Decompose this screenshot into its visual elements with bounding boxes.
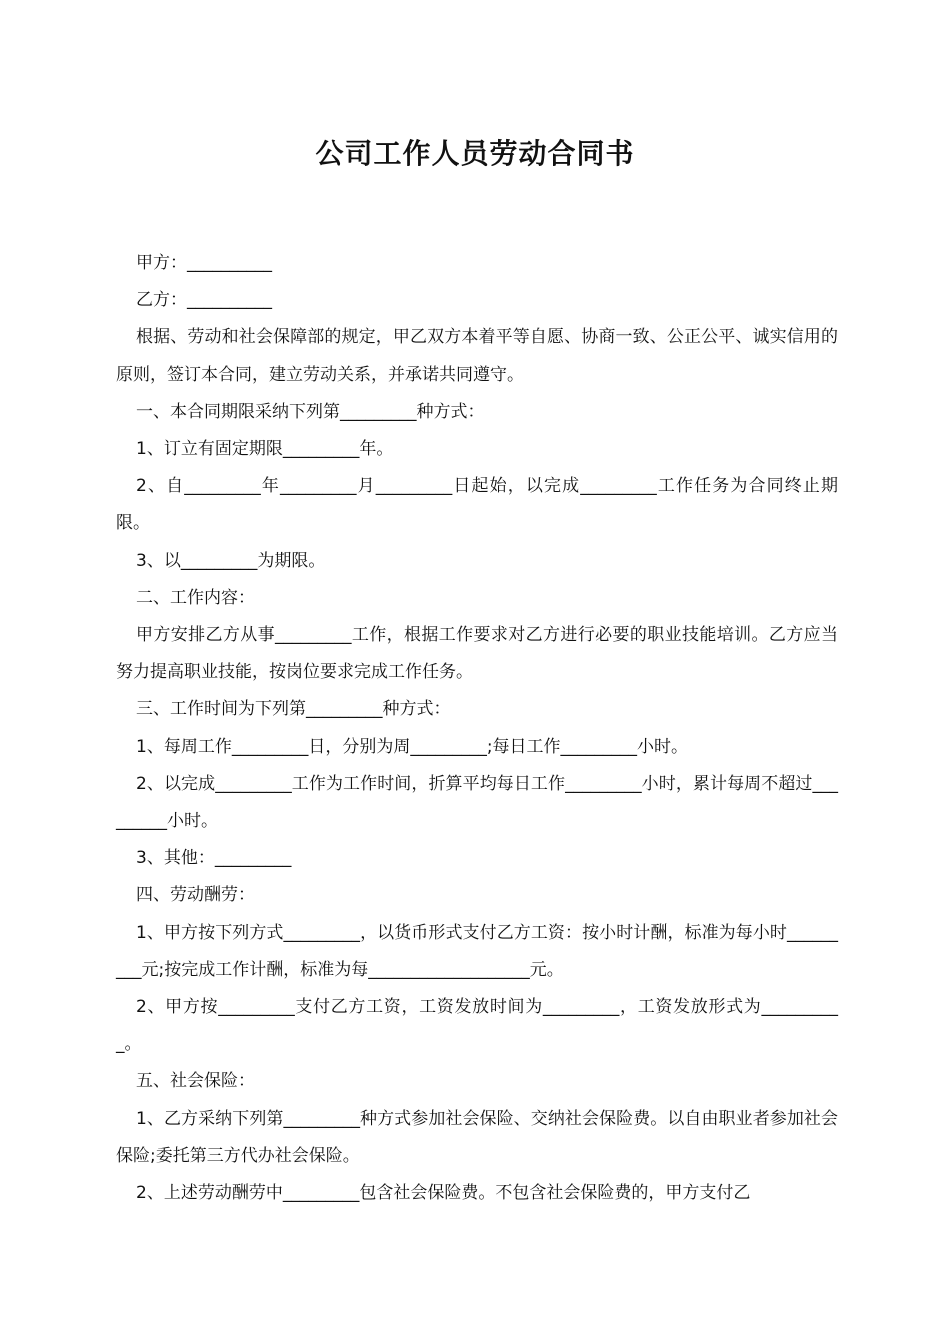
section-3-item-3: 3、其他：_________ [136, 848, 292, 869]
preamble-paragraph: 根据、劳动和社会保障部的规定，甲乙双方本着平等自愿、协商一致、公正公平、诚实信用的原则，签订本合同，建立劳动关系，并承诺共同遵守。 [116, 327, 838, 385]
document-body [116, 245, 838, 1212]
section-1-item-2: 2、自_________年_________月_________日起始，以完成_________工作任务为合同终止期限。 [116, 476, 838, 534]
section-3-item-2: 2、以完成_________工作为工作时间，折算平均每日工作_________小时，累计每周不超过_________小时。 [116, 773, 838, 832]
section-2-paragraph: 甲方安排乙方从事_________工作，根据工作要求对乙方进行必要的职业技能培训。乙方应当努力提高职业技能，按岗位要求完成工作任务。 [116, 625, 838, 683]
section-1-item-3: 3、以_________为期限。 [136, 550, 326, 571]
section-5-item-1: 1、乙方采纳下列第_________种方式参加社会保险、交纳社会保险费。以自由职业者参加社会保险;委托第三方代办社会保险。 [116, 1108, 838, 1166]
section-5-heading: 五、社会保险： [136, 1071, 255, 1092]
section-2-heading: 二、工作内容： [136, 587, 255, 608]
section-4-item-1: 1、甲方按下列方式_________，以货币形式支付乙方工资：按小时计酬，标准为每小时_________元;按完成工作计酬，标准为每___________________元。 [116, 922, 838, 980]
section-4-heading: 四、劳动酬劳： [136, 885, 255, 906]
section-5-item-2: 2、上述劳动酬劳中_________包含社会保险费。不包含社会保险费的，甲方支付乙 [136, 1183, 751, 1204]
party-a-line: 甲方：__________ [136, 253, 272, 273]
section-1-heading: 一、本合同期限采纳下列第_________种方式： [136, 401, 485, 422]
section-1-item-1: 1、订立有固定期限_________年。 [136, 439, 394, 460]
section-4-item-2: 2、甲方按_________支付乙方工资，工资发放时间为_________，工资发放形式为__________。 [116, 997, 838, 1055]
party-b-line: 乙方：__________ [136, 290, 272, 311]
document-title: 公司工作人员劳动合同书 [315, 137, 635, 170]
section-3-item-1: 1、每周工作_________日，分别为周_________;每日工作_________小时。 [136, 736, 689, 757]
section-3-heading: 三、工作时间为下列第_________种方式： [136, 699, 451, 720]
